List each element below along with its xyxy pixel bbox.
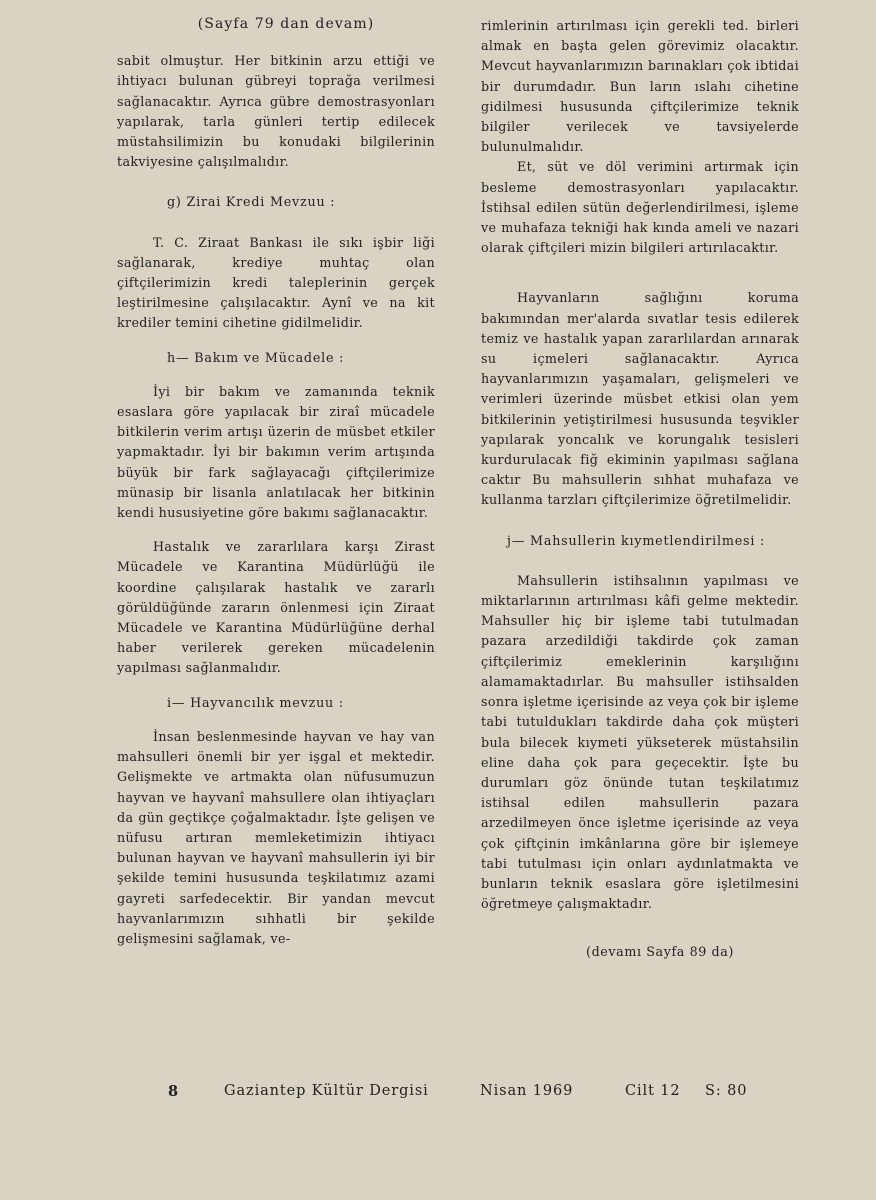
paragraph-livestock: İnsan beslenmesinde hayvan ve hay van mahsulleri önemli bir yer işgal et mektedir. Gelişmekte ve artmakta olan nüfusumuzun hayvan ve hayvanî mahsullere olan ihtiyaçları da gün geçtikçe çoğalmaktadır. İşte gelişen ve nüfusu artıran memleketimizin ihtiyacı bulunan hayvan ve hayvanî mahsullerin iyi bir şekilde temini hususunda teşkilatımız azami gayreti sarfedecektir. Bir yandan mevcut hayvanlarımızın sıhhatli bir şekilde gelişmesini sağlamak, ve- [117,728,435,946]
page-number: 8 [168,1083,179,1100]
paragraph-animal-health: Hayvanların sağlığını koruma bakımından mer'alarda sıvatlar tesis edilerek temiz ve hastalık yapan zararlılardan arınarak su içmeleri sağlanacaktır. Ayrıca hayvanlarımızın yaşamaları, gelişmeleri ve verimleri üzerinde müsbet etkisi olan yem bitkilerinin yetiştirilmesi hususunda teşvikler yapılarak yoncalık ve korungalık tesisleri kurdurulacak fiğ ekiminin yapılması sağlana caktır Bu mahsullerin sıhhat muhafaza ve kullanma tarzları çiftçilerimize öğretilmelidir. [481,290,799,508]
paragraph-valuation: Mahsullerin istihsalının yapılması ve miktarlarının artırılması kâfi gelme mektedir. Mahsuller hiç bir işleme tabi tutulmadan pazara arzedildiği takdirde çok zaman çiftçilerimiz emeklerinin karşılığını alamamaktadırlar. Bu mahsuller istihsalden sonra işletme içerisinde az veya çok bir işleme tabi tutuldukları takdirde daha çok müşteri bula bilecek kıymeti yükseterek müstahsilin eline daha çok para geçecektir. İşte bu durumları göz önünde tutan teşkilatımız istihsal edilen mahsullerin pazara arzedilmeyen önce işletme içerisinde az veya çok çiftçinin imkânlarına göre bir işlemeye tabi tutulması için onları aydınlatmakta ve bunların teknik esaslara göre işletilmesini öğretmeye çalışmaktadır. [481,572,799,912]
paragraph-disease-control: Hastalık ve zararlılara karşı Zirast Mücadele ve Karantina Müdürlüğü ile koordine çalışılarak hastalık ve zararlı görüldüğünde zararın önlenmesi için Ziraat Mücadele ve Karantina Müdürlüğüne derhal haber verilerek gereken mücadelenin yapılması sağlanmalıdır. [117,539,435,676]
left-column [117,14,435,949]
paragraph-care: İyi bir bakım ve zamanında teknik esaslara göre yapılacak bir ziraî mücadele bitkilerin verim artışı üzerin de müsbet etkiler yapmaktadır. İyi bir bakımın verim artışında büyük bir fark sağlayacağı çiftçilerimize münasip bir lisanla anlatılacak her bitkinin kendi hususiyetine göre bakımı sağlanacaktır. [117,383,435,521]
journal-title: Gaziantep Kültür Dergisi [224,1083,429,1099]
section-heading-valuation: j— Mahsullerin kıymetlendirilmesi : [507,532,766,548]
continued-on-note: (devamı Sayfa 89 da) [586,944,734,960]
volume-label: Cilt 12 [625,1083,681,1099]
section-heading-credit: g) Zirai Kredi Mevzuu : [167,194,336,210]
right-column [481,16,799,963]
paragraph-credit: T. C. Ziraat Bankası ile sıkı işbir liği sağlanarak, krediye muhtaç olan çiftçilerimizin kredi taleplerinin gerçek leştirilmesine çalışılacaktır. Aynî ve na kit krediler temini cihetine gidilmelidir. [117,234,435,331]
paragraph-livestock-cont: rimlerinin artırılması için gerekli ted. birleri almak en başta gelen görevimiz olacaktır. Mevcut hayvanlarımızın barınakları çok ibtidai bir durumdadır. Bun ların ıslahı cihetine gidilmesi hususunda çiftçilerimize teknik bilgiler verilecek ve tavsiyelerde bulunulmalıdır. [481,18,799,155]
paragraph-fertilizer: sabit olmuştur. Her bitkinin arzu ettiği ve ihtiyacı bulunan gübreyi toprağa verilmesi sağlanacaktır. Ayrıca gübre demostrasyonları yapılarak, tarla günleri tertip edilecek müstahsilimizin bu konudaki bilgilerinin takviyesine çalışılmalıdır. [117,53,435,170]
paragraph-milk: Et, süt ve döl verimini artırmak için besleme demostrasyonları yapılacaktır. İstihsal edilen sütün değerlendirilmesi, işleme ve muhafaza tekniği hak kında ameli ve nazari olarak çiftçileri mizin bilgileri artırılacaktır. [481,159,799,256]
issue-date: Nisan 1969 [480,1083,574,1099]
section-heading-livestock: i— Hayvancılık mevzuu : [167,694,344,710]
section-heading-care: h— Bakım ve Mücadele : [167,349,345,365]
issue-number: S: 80 [705,1083,748,1099]
continued-from-header: (Sayfa 79 dan devam) [197,16,375,32]
